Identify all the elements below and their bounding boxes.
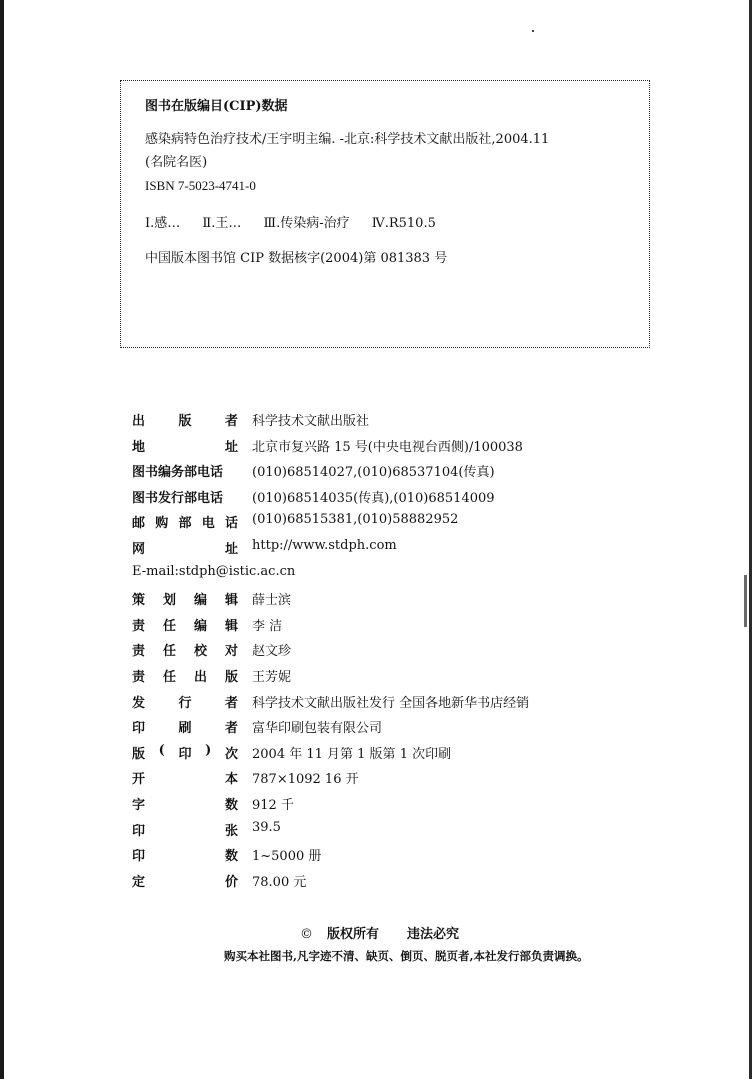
cip-class-4: Ⅳ.R510.5 — [371, 216, 436, 231]
cip-classification — [145, 212, 454, 231]
info-label-char: 印 — [132, 849, 146, 865]
info-label-char: 部 — [178, 516, 192, 532]
info-row-editorial-phone — [132, 461, 652, 487]
info-value: 78.00 元 — [252, 874, 307, 890]
cip-class-1: Ⅰ.感… — [145, 216, 181, 231]
info-label-char: 任 — [162, 644, 176, 660]
info-label-char: 字 — [132, 797, 146, 813]
info-value: 912 千 — [252, 797, 294, 813]
scan-mark — [744, 575, 747, 627]
info-label — [132, 615, 238, 634]
info-label — [132, 871, 238, 890]
info-row-address — [132, 436, 652, 462]
info-label — [132, 768, 238, 787]
copyright-line — [300, 923, 459, 942]
cip-title: 图书在版编目(CIP)数据 — [145, 99, 288, 114]
info-label-char: 策 — [132, 593, 146, 609]
info-label-char: 辑 — [224, 618, 238, 634]
info-label-char: 责 — [132, 618, 146, 634]
info-row-mail-phone — [132, 512, 652, 538]
info-label — [132, 436, 238, 455]
info-label-char: 版 — [178, 414, 192, 429]
info-label-char: 行 — [178, 695, 192, 711]
info-row-planning-editor — [132, 589, 652, 615]
info-label — [132, 589, 238, 608]
info-label-char: 者 — [224, 414, 238, 429]
info-label-char: 址 — [224, 541, 238, 557]
info-label — [132, 845, 238, 864]
cip-main-entry: 感染病特色治疗技术/王宇明主编. -北京:科学技术文献出版社,2004.11 — [145, 132, 550, 147]
info-value: 北京市复兴路 15 号(中央电视台西侧)/100038 — [252, 439, 523, 455]
info-label-char: 图书发行部电话 — [132, 490, 224, 506]
cip-isbn: ISBN 7-5023-4741-0 — [145, 178, 256, 193]
info-label-char: 版 — [224, 669, 238, 685]
info-row-edition — [132, 743, 652, 769]
cip-data-box — [120, 80, 650, 348]
info-label-char: 校 — [193, 644, 207, 660]
info-row-price — [132, 871, 652, 897]
info-label-char: 定 — [132, 874, 146, 890]
info-label-char: 编 — [193, 618, 207, 634]
info-row-print-run — [132, 845, 652, 871]
info-label-char: 划 — [162, 593, 176, 609]
info-label — [132, 461, 238, 480]
info-label-char: 者 — [224, 695, 238, 711]
info-value: 薛士滨 — [252, 593, 292, 609]
info-label-char: 刷 — [178, 721, 192, 737]
info-value: 39.5 — [252, 819, 281, 835]
info-value: 科学技术文献出版社发行 全国各地新华书店经销 — [252, 695, 530, 711]
cip-class-2: Ⅱ.王… — [202, 216, 242, 231]
info-label-char: 网 — [132, 541, 146, 557]
info-label-char: 印 — [132, 823, 146, 839]
info-label-char: 次 — [224, 746, 238, 762]
info-label — [132, 820, 238, 839]
return-notice: 购买本社图书,凡字迹不清、缺页、倒页、脱页者,本社发行部负责调换。 — [224, 949, 589, 963]
info-label-char: 者 — [224, 721, 238, 737]
info-label — [132, 487, 238, 506]
info-value: 1~5000 册 — [252, 849, 322, 865]
info-label-char: 发 — [132, 695, 146, 711]
cip-cn-record: 中国版本图书馆 CIP 数据核字(2004)第 081383 号 — [145, 251, 448, 266]
info-label-char: 张 — [224, 823, 238, 839]
info-value: 科学技术文献出版社 — [252, 414, 370, 429]
info-label — [132, 666, 238, 685]
info-row-distributor — [132, 692, 652, 718]
info-value: (010)68514035(传真),(010)68514009 — [252, 490, 495, 506]
info-label-char: 址 — [224, 439, 238, 455]
info-label-char: 数 — [224, 797, 238, 813]
info-label-char: 价 — [224, 874, 238, 890]
info-label-char: 本 — [224, 772, 238, 788]
info-label-char: 邮 — [132, 516, 146, 532]
info-label — [132, 410, 238, 429]
info-value: 李 洁 — [252, 618, 283, 634]
info-label-char: 购 — [155, 516, 169, 532]
info-label-char: 印 — [178, 746, 192, 762]
cip-class-3: Ⅲ.传染病-治疗 — [263, 216, 350, 231]
info-label — [132, 743, 238, 762]
info-value: 富华印刷包装有限公司 — [252, 721, 383, 737]
info-label-char: 开 — [132, 772, 146, 788]
cip-series: (名院名医) — [145, 155, 208, 170]
info-label-char: 地 — [132, 439, 146, 455]
info-value: 2004 年 11 月第 1 版第 1 次印刷 — [252, 746, 452, 762]
info-label — [132, 717, 238, 736]
scan-dust — [532, 30, 534, 32]
info-label-char: 任 — [162, 618, 176, 634]
copyright-warning: 违法必究 — [407, 927, 460, 942]
info-label-char: 出 — [193, 669, 207, 685]
info-label — [132, 794, 238, 813]
info-row-proofreader — [132, 640, 652, 666]
info-label — [132, 692, 238, 711]
info-label-char: ) — [205, 742, 212, 758]
info-label-char: 对 — [224, 644, 238, 660]
info-label — [132, 640, 238, 659]
info-row-website — [132, 538, 652, 564]
publication-info — [132, 410, 652, 896]
info-row-production — [132, 666, 652, 692]
info-value: (010)68515381,(010)58882952 — [252, 512, 459, 528]
info-label-char: 任 — [162, 669, 176, 685]
copyright-text: 版权所有 — [327, 927, 380, 942]
info-value: http://www.stdph.com — [252, 537, 397, 553]
info-label-char: 数 — [224, 849, 238, 865]
info-label — [132, 538, 238, 557]
info-label — [132, 512, 238, 531]
info-label-char: 辑 — [224, 593, 238, 609]
info-email: E-mail:stdph@istic.ac.cn — [132, 563, 296, 579]
info-label-char: 话 — [224, 516, 238, 532]
info-row-email — [132, 564, 652, 590]
info-row-publisher — [132, 410, 652, 436]
info-label-char: 出 — [132, 414, 146, 429]
info-label-char: 责 — [132, 644, 146, 660]
info-row-word-count — [132, 794, 652, 820]
copyright-icon: © — [300, 927, 313, 942]
info-value: 王芳妮 — [252, 669, 292, 685]
info-label-char: 编 — [193, 593, 207, 609]
info-label-char: 责 — [132, 669, 146, 685]
info-value: 787×1092 16 开 — [252, 772, 359, 788]
info-row-format — [132, 768, 652, 794]
info-label-char: 电 — [201, 516, 215, 532]
info-label-char: ( — [158, 742, 165, 758]
scan-edge-left — [0, 0, 4, 1079]
info-value: (010)68514027,(010)68537104(传真) — [252, 465, 495, 481]
info-row-responsible-editor — [132, 615, 652, 641]
info-row-printer — [132, 717, 652, 743]
info-label-char: 印 — [132, 721, 146, 737]
info-label-char: 图书编务部电话 — [132, 465, 224, 481]
info-row-sheets — [132, 820, 652, 846]
info-value: 赵文珍 — [252, 644, 292, 660]
info-row-distribution-phone — [132, 487, 652, 513]
info-label-char: 版 — [132, 746, 146, 762]
